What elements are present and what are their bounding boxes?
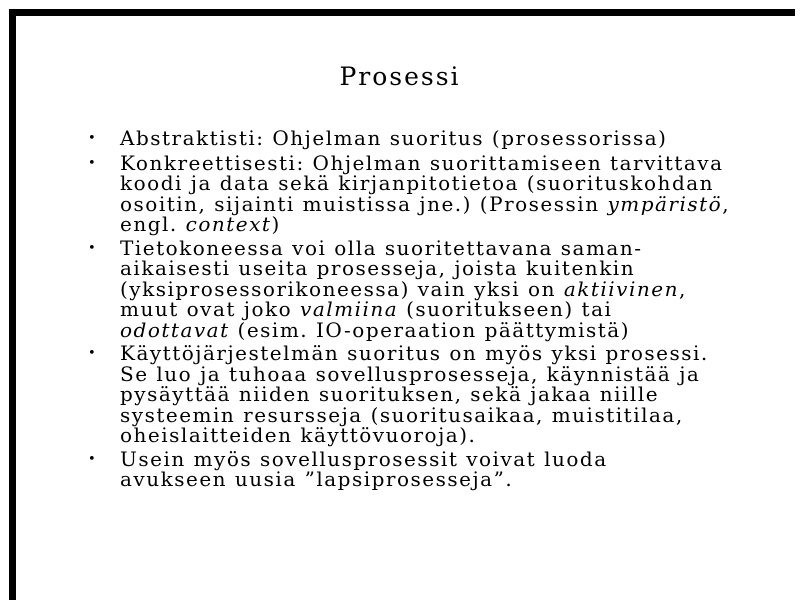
italic-term: context [185, 212, 272, 236]
bullet-item [86, 128, 766, 150]
text-segment: engl. [120, 212, 186, 236]
text-line [120, 469, 766, 490]
text-line [120, 384, 766, 405]
text-line [120, 317, 766, 342]
text-segment: (yksiprosessorikoneessa) vain yksi on [120, 276, 564, 301]
bullet-text [120, 235, 766, 342]
text-segment: (esim. IO-operaation päättymistä) [229, 317, 630, 342]
bullet-text [120, 343, 766, 446]
bullet-text [120, 150, 766, 236]
italic-term: ympäristö [607, 191, 723, 216]
text-line [120, 361, 766, 386]
text-line [120, 191, 766, 216]
text-segment: Konkreettisesti: Ohjelman suorittamiseen tarvittava [120, 150, 724, 175]
text-line [120, 150, 766, 175]
text-segment: Tietokoneessa voi olla suoritettavana saman- [120, 235, 643, 260]
text-line [120, 235, 766, 260]
text-line [120, 402, 766, 427]
text-segment: , [678, 276, 687, 301]
text-segment: pysäyttää niiden suorituksen, sekä jakaa niille [120, 382, 660, 406]
bullet-text [120, 128, 766, 150]
text-segment: avukseen uusia ”lapsiprosesseja”. [120, 467, 514, 491]
text-segment: Usein myös sovellusprosessit voivat luoda [120, 446, 608, 471]
italic-term: odottavat [120, 317, 230, 342]
text-segment: muut ovat joko [120, 297, 301, 321]
text-line [120, 258, 766, 279]
text-segment: Se luo ja tuhoaa sovellusprosesseja, käynnistää ja [120, 361, 701, 386]
text-segment: osoitin, sijainti muistissa jne.) (Prosessin [120, 191, 608, 216]
top-border-line [9, 9, 795, 16]
text-line [120, 299, 766, 320]
bullet-marker-icon: • [88, 240, 96, 256]
bullet-list [86, 128, 766, 493]
bullet-item [86, 235, 766, 342]
text-line [120, 173, 766, 194]
bullet-marker-icon: • [88, 451, 96, 467]
text-segment: koodi ja data sekä kirjanpitotietoa (suorituskohdan [120, 171, 715, 195]
left-border-line [9, 9, 16, 600]
bullet-marker-icon: • [88, 131, 96, 146]
bullet-item [86, 446, 766, 491]
text-segment: Käyttöjärjestelmän suoritus on myös yksi prosessi. [120, 341, 709, 365]
bullet-marker-icon: • [88, 155, 96, 171]
slide-title: Prosessi [339, 62, 461, 91]
bullet-marker-icon: • [88, 346, 96, 361]
italic-term: valmiina [300, 297, 399, 321]
bullet-item [86, 150, 766, 236]
text-segment: (suoritukseen) tai [398, 297, 613, 321]
text-segment: systeemin resursseja (suoritusaikaa, muistitilaa, [120, 402, 684, 427]
text-line [120, 128, 766, 149]
text-segment: oheislaitteiden käyttövuoroja). [120, 423, 477, 447]
text-segment: aikaisesti useita prosesseja, joista kuitenkin [120, 256, 636, 280]
text-line [120, 214, 766, 235]
text-segment: ) [271, 212, 281, 236]
text-segment: , [722, 191, 731, 216]
italic-term: aktiivinen [563, 276, 679, 301]
text-line [120, 425, 766, 446]
bullet-item [86, 343, 766, 446]
text-line [120, 446, 766, 471]
text-line [120, 276, 766, 301]
bullet-text [120, 446, 766, 491]
text-line [120, 343, 766, 364]
text-segment: Abstraktisti: Ohjelman suoritus (prosessorissa) [120, 126, 668, 150]
